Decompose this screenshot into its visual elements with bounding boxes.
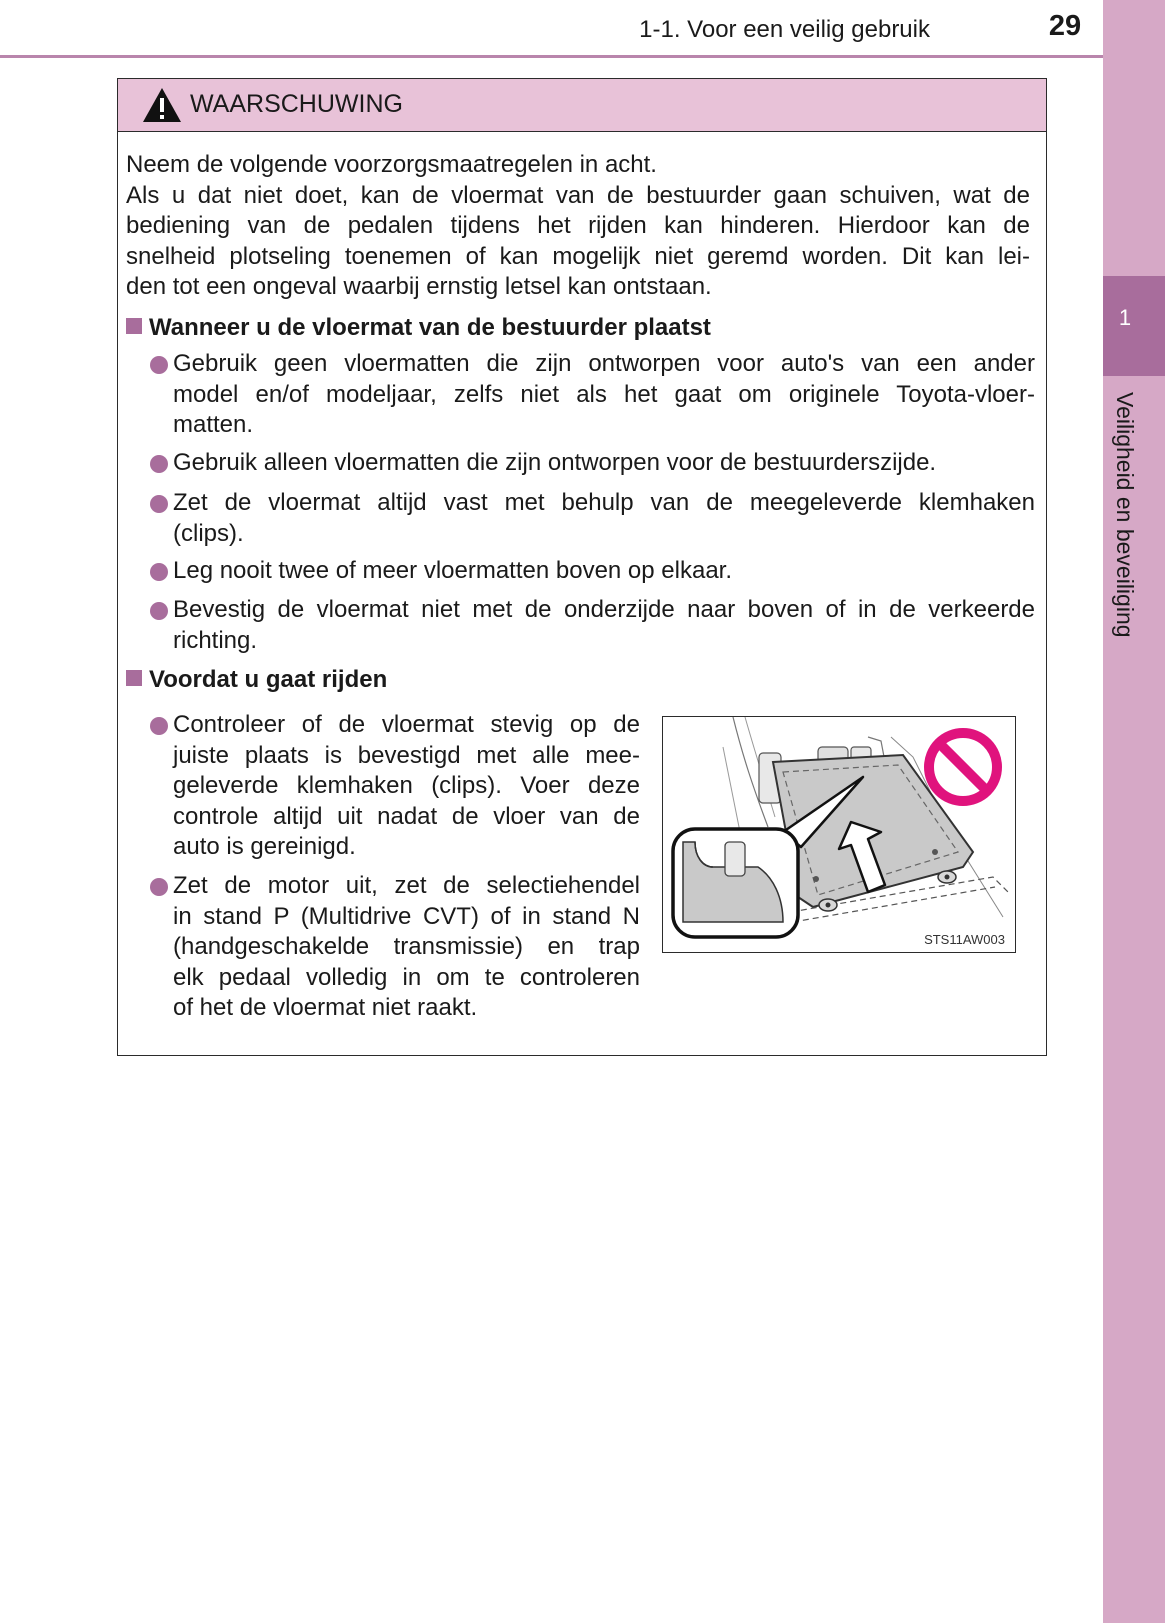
square-bullet-icon <box>126 670 142 686</box>
circle-bullet-icon <box>150 878 168 896</box>
circle-bullet-icon <box>150 455 168 473</box>
intro-line: Als u dat niet doet, kan de vloermat van de bestuurder gaan schuiven, wat de <box>126 181 1030 209</box>
side-tab-chapter-title: Veiligheid en beveiliging <box>1112 392 1138 638</box>
page-number: 29 <box>1048 10 1082 42</box>
intro-line: snelheid plotseling toenemen of kan mogelijk niet geremd worden. Dit kan lei- <box>126 242 1030 270</box>
header-divider <box>0 55 1103 58</box>
section-heading-placing-mat: Wanneer u de vloermat van de bestuurder plaatst <box>126 313 711 343</box>
warning-title: WAARSCHUWING <box>190 90 403 118</box>
intro-line: bediening van de pedalen tijdens het rijden kan hinderen. Hierdoor kan de <box>126 212 1030 239</box>
side-tab-chapter-number: 1 <box>1118 305 1132 330</box>
list-item: Zet de motor uit, zet de selectiehendel in stand P (Multidrive CVT) of in stand N (handgeschakelde transmissie) en trap elk pedaal volledig in om te controleren of het de vloermat niet raakt. <box>150 871 640 1024</box>
section-heading-before-driving: Voordat u gaat rijden <box>126 665 387 695</box>
circle-bullet-icon <box>150 356 168 374</box>
circle-bullet-icon <box>150 602 168 620</box>
circle-bullet-icon <box>150 495 168 513</box>
list-item: Gebruik alleen vloermatten die zijn ontworpen voor de bestuurderszijde. <box>150 448 1035 479</box>
figure-code: STS11AW003 <box>924 932 1005 947</box>
side-tab <box>1103 0 1165 1623</box>
intro-line: Neem de volgende voorzorgsmaatregelen in acht. <box>126 151 657 178</box>
floor-mat-drawing <box>663 717 1016 953</box>
list-item: Zet de vloermat altijd vast met behulp van de meegeleverde klemhaken (clips). <box>150 488 1035 549</box>
square-bullet-icon <box>126 318 142 334</box>
list-item: Leg nooit twee of meer vloermatten boven op elkaar. <box>150 556 1035 587</box>
page-section-title: 1-1. Voor een veilig gebruik <box>639 16 930 43</box>
floor-mat-illustration <box>662 716 1016 953</box>
warning-intro <box>126 150 1030 303</box>
list-item: Bevestig de vloermat niet met de onderzijde naar boven of in de verkeerde richting. <box>150 595 1035 656</box>
circle-bullet-icon <box>150 717 168 735</box>
circle-bullet-icon <box>150 563 168 581</box>
list-item: Controleer of de vloermat stevig op de juiste plaats is bevestigd met alle mee- geleverde klemhaken (clips). Voer deze controle altijd uit nadat de vloer van de auto is gereinigd. <box>150 710 640 863</box>
intro-line: den tot een ongeval waarbij ernstig letsel kan ontstaan. <box>126 273 712 300</box>
list-item: Gebruik geen vloermatten die zijn ontworpen voor auto's van een ander model en/of modeljaar, zelfs niet als het gaat om originele Toyota-vloer- matten. <box>150 349 1035 441</box>
warning-triangle-icon <box>142 87 182 123</box>
warning-header <box>118 79 1046 132</box>
